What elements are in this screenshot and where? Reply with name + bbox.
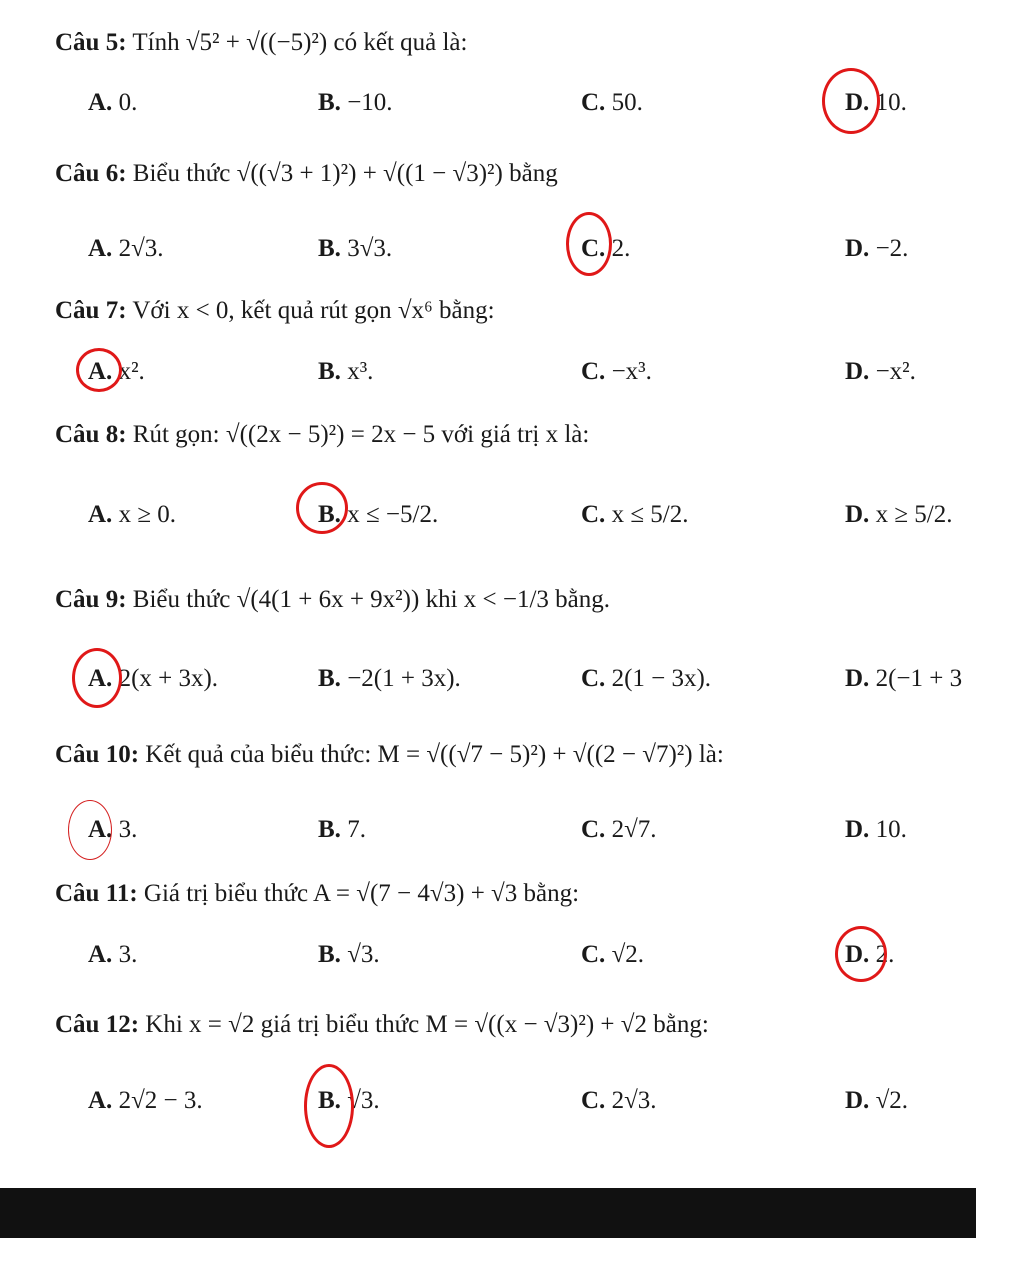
question-text: Khi x = √2 giá trị biểu thức M = √((x − √3)²) + √2 bằng: xyxy=(145,1011,709,1038)
option-letter: D. xyxy=(845,941,870,968)
option-letter: B. xyxy=(318,816,341,843)
option-d: D. 2(−1 + 3 xyxy=(845,665,963,692)
question-9 xyxy=(55,583,610,617)
bottom-black-bar xyxy=(0,1188,976,1238)
option-letter: A. xyxy=(88,665,113,692)
question-text: Rút gọn: √((2x − 5)²) = 2x − 5 với giá trị x là: xyxy=(132,421,590,448)
option-d: D. −2. xyxy=(845,235,909,262)
option-a: A. x ≥ 0. xyxy=(88,501,177,528)
option-letter: D. xyxy=(845,235,870,262)
question-8 xyxy=(55,418,589,452)
option-a: A. 3. xyxy=(88,941,138,968)
option-a: A. 2(x + 3x). xyxy=(88,665,219,692)
option-b: B. √3. xyxy=(318,941,380,968)
option-b: B. 7. xyxy=(318,816,366,843)
option-d: D. x ≥ 5/2. xyxy=(845,501,953,528)
question-text: Với x < 0, kết quả rút gọn √x⁶ bằng: xyxy=(132,297,495,324)
option-letter: D. xyxy=(845,816,870,843)
option-a: A. 0. xyxy=(88,89,138,116)
option-letter: A. xyxy=(88,89,113,116)
option-d: D. 10. xyxy=(845,89,907,116)
question-text: Biểu thức √(4(1 + 6x + 9x²)) khi x < −1/3 bằng. xyxy=(132,586,611,613)
question-text: Giá trị biểu thức A = √(7 − 4√3) + √3 bằng: xyxy=(143,880,580,907)
option-letter: A. xyxy=(88,235,113,262)
option-letter: B. xyxy=(318,941,341,968)
option-letter: A. xyxy=(88,501,113,528)
question-label: Câu 10: xyxy=(55,741,140,768)
question-7 xyxy=(55,294,495,328)
option-letter: C. xyxy=(581,941,606,968)
option-letter: C. xyxy=(581,235,606,262)
answer-circle-mark xyxy=(72,648,122,708)
question-12 xyxy=(55,1008,709,1042)
answer-circle-mark xyxy=(296,482,348,534)
question-label: Câu 6: xyxy=(55,160,127,187)
answer-circle-mark xyxy=(835,926,887,982)
option-letter: A. xyxy=(88,358,113,385)
option-letter: D. xyxy=(845,89,870,116)
option-letter: C. xyxy=(581,358,606,385)
option-letter: B. xyxy=(318,89,341,116)
answer-circle-mark xyxy=(76,348,122,392)
option-a: A. x². xyxy=(88,358,145,385)
question-5 xyxy=(55,26,467,60)
option-c: C. √2. xyxy=(581,941,645,968)
option-letter: A. xyxy=(88,816,113,843)
option-letter: C. xyxy=(581,89,606,116)
question-label: Câu 5: xyxy=(55,29,127,56)
option-letter: B. xyxy=(318,235,341,262)
option-b: B. x ≤ −5/2. xyxy=(318,501,439,528)
option-c: C. −x³. xyxy=(581,358,652,385)
option-d: D. 2. xyxy=(845,941,895,968)
question-label: Câu 7: xyxy=(55,297,127,324)
question-6 xyxy=(55,157,558,191)
option-b: B. 3√3. xyxy=(318,235,393,262)
option-letter: B. xyxy=(318,358,341,385)
option-letter: C. xyxy=(581,1087,606,1114)
option-c: C. 2. xyxy=(581,235,631,262)
question-11 xyxy=(55,877,579,911)
option-letter: C. xyxy=(581,501,606,528)
option-d: D. √2. xyxy=(845,1087,909,1114)
option-letter: D. xyxy=(845,501,870,528)
question-label: Câu 12: xyxy=(55,1011,140,1038)
question-label: Câu 8: xyxy=(55,421,127,448)
question-text: Biểu thức √((√3 + 1)²) + √((1 − √3)²) bằng xyxy=(132,160,558,187)
option-letter: C. xyxy=(581,816,606,843)
option-c: C. 50. xyxy=(581,89,643,116)
option-a: A. 3. xyxy=(88,816,138,843)
option-c: C. 2(1 − 3x). xyxy=(581,665,712,692)
option-letter: C. xyxy=(581,665,606,692)
question-label: Câu 9: xyxy=(55,586,127,613)
option-letter: B. xyxy=(318,501,341,528)
option-letter: A. xyxy=(88,1087,113,1114)
option-c: C. x ≤ 5/2. xyxy=(581,501,689,528)
option-letter: D. xyxy=(845,665,870,692)
right-margin xyxy=(976,0,1024,1273)
option-a: A. 2√2 − 3. xyxy=(88,1087,203,1114)
question-10 xyxy=(55,738,724,772)
option-c: C. 2√3. xyxy=(581,1087,657,1114)
option-letter: A. xyxy=(88,941,113,968)
question-text: Kết quả của biểu thức: M = √((√7 − 5)²) + √((2 − √7)²) là: xyxy=(145,741,724,768)
question-text: Tính √5² + √((−5)²) có kết quả là: xyxy=(132,29,468,56)
option-letter: D. xyxy=(845,1087,870,1114)
answer-circle-mark xyxy=(822,68,880,134)
option-a: A. 2√3. xyxy=(88,235,164,262)
option-letter: B. xyxy=(318,665,341,692)
option-b: B. x³. xyxy=(318,358,374,385)
option-b: B. −2(1 + 3x). xyxy=(318,665,461,692)
answer-circle-mark xyxy=(566,212,612,276)
answer-circle-mark xyxy=(304,1064,354,1148)
option-d: D. 10. xyxy=(845,816,907,843)
option-b: B. √3. xyxy=(318,1087,380,1114)
option-b: B. −10. xyxy=(318,89,393,116)
option-c: C. 2√7. xyxy=(581,816,657,843)
answer-circle-mark xyxy=(68,800,112,860)
option-letter: D. xyxy=(845,358,870,385)
question-label: Câu 11: xyxy=(55,880,138,907)
option-letter: B. xyxy=(318,1087,341,1114)
option-d: D. −x². xyxy=(845,358,916,385)
